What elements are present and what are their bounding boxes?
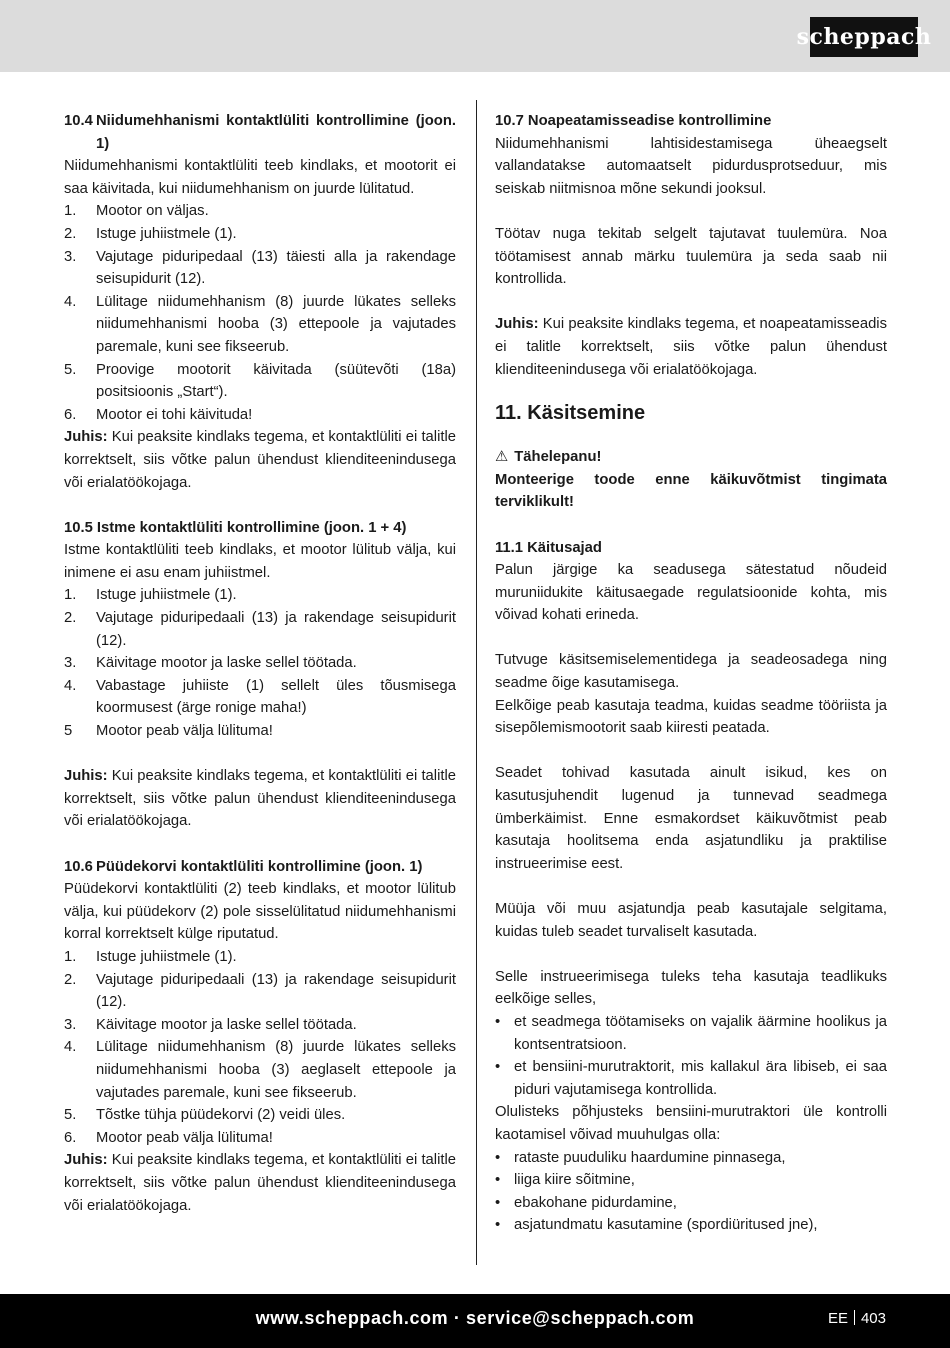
section-11-title: 11. Käsitsemine: [495, 402, 646, 425]
section-11-1-p1: Palun järgige ka seadusega sätestatud nõudeid muruniidukite käitusaegade regulatsioonide kohta, mis võivad kohati erineda.: [495, 562, 887, 624]
list-item: 5. Proovige mootorit käivitada (süütevõti (18a) positsioonis „Start“).: [64, 361, 456, 401]
list-item: • ebakohane pidurdamine,: [495, 1194, 677, 1211]
list-item: 5. Tõstke tühja püüdekorvi (2) veidi üles.: [64, 1107, 346, 1124]
list-item: 5 Mootor peab välja lülituma!: [64, 723, 273, 740]
section-10-4-intro: Niidumehhanismi kontaktlüliti teeb kindlaks, et mootorit ei saa käivitada, kui niidumehhanism on juurde lülitatud.: [64, 158, 456, 197]
section-10-7-p2: Töötav nuga tekitab selgelt tajutavat tuulemüra. Noa töötamisest annab märku tuulemüra ja seda saab nii kontrollida.: [495, 225, 887, 288]
page-number: EE 403: [827, 1310, 886, 1327]
section-10-5-steps: [64, 584, 456, 742]
list-item: 6. Mootor ei tohi käivituda!: [64, 406, 253, 423]
list-item: • asjatundmatu kasutamine (spordiüritused jne),: [495, 1217, 818, 1234]
list-item: 4. Lülitage niidumehhanism (8) juurde lükates selleks niidumehhanismi hooba (3) ettepoole ja vajutades paremale, kuni see fikseerub.: [64, 293, 456, 355]
section-10-7-note: Juhis: Kui peaksite kindlaks tegema, et noapeatamisseadis ei talitle korrektselt, siis võtke palun ühendust klienditeenindusega või erialatöökojaga.: [495, 316, 887, 378]
list-item: • et bensiini-murutraktorit, mis kallakul ära libiseb, ei saa piduri vajutamisega kontrollida.: [495, 1059, 887, 1098]
list-item: 3. Käivitage mootor ja laske sellel töötada.: [64, 1016, 357, 1033]
section-10-6-intro: Püüdekorvi kontaktlüliti (2) teeb kindlaks, et mootor lülitub välja, kui püüdekorv (2) pole sisselülitatud niidumehhanismi korral korrektselt külge riputatud.: [64, 881, 456, 943]
section-11-1-p4: Seadet tohivad kasutada ainult isikud, kes on kasutusjuhendit lugenud ja tunnevad seadmega ümberkäimist. Enne esmakordset käikuvõtmist peab kasutaja hoolitsema enda asjatundliku ja praktilise instrueerimise eest.: [495, 765, 887, 872]
section-10-7-title: 10.7 Noapeatamisseadise kontrollimine: [495, 113, 772, 129]
footer-bar: [0, 1294, 950, 1348]
list-item: 1. Istuge juhiistmele (1).: [64, 948, 237, 965]
bullet-list-2: [495, 1147, 887, 1237]
list-item: 2. Vajutage piduripedaali (13) ja rakendage seisupidurit (12).: [64, 971, 456, 1011]
list-item: • et seadmega töötamiseks on vajalik äärmine hoolikus ja kontsentratsioon.: [495, 1013, 887, 1053]
section-10-6-title: 10.6 Püüdekorvi kontaktlüliti kontrollimine (joon. 1): [64, 858, 423, 875]
list-item: • liiga kiire sõitmine,: [495, 1172, 635, 1189]
footer-contact[interactable]: www.scheppach.com · service@scheppach.com: [255, 1308, 695, 1328]
section-11-1-p5: Müüja või muu asjatundja peab kasutajale selgitama, kuidas tuleb seadet turvaliselt kasutada.: [495, 901, 887, 940]
section-10-5-note: Juhis: Kui peaksite kindlaks tegema, et kontaktlüliti ei talitle korrektselt, siis võtke palun ühendust klienditeenindusega või erialatöökojaga.: [64, 768, 456, 830]
warning-text: Monteerige toode enne käikuvõtmist tingimata terviklikult!: [495, 471, 887, 511]
section-10-6-note: Juhis: Kui peaksite kindlaks tegema, et kontaktlüliti ei talitle korrektselt, siis võtke palun ühendust klienditeenindusega või erialatöökojaga.: [64, 1152, 456, 1214]
section-11-1-p2: Tutvuge käsitsemiselementidega ja seadeosadega ning seadme õige kasutamisega.: [495, 652, 887, 692]
list-item: 2. Vajutage piduripedaali (13) ja rakendage seisupidurit (12).: [64, 610, 456, 649]
section-11-1-p3: Eelkõige peab kasutaja teadma, kuidas seadme tööriista ja sisepõlemismootorit saab kiiresti peatada.: [495, 697, 887, 737]
section-10-4-note: Juhis: Kui peaksite kindlaks tegema, et kontaktlüliti ei talitle korrektselt, siis võtke palun ühendust klienditeenindusega või erialatöökojaga.: [64, 429, 456, 491]
bullet-list-1: [495, 1011, 887, 1101]
column-divider: [476, 100, 477, 1265]
list-item: 3. Vajutage piduripedaal (13) täiesti alla ja rakendage seisupidurit (12).: [64, 248, 456, 288]
list-item: 6. Mootor peab välja lülituma!: [64, 1129, 273, 1146]
right-column: [495, 110, 887, 1237]
section-10-4-title: 10.4 Niidumehhanismi kontaktlüliti kontrollimine (joon. 1): [64, 113, 456, 152]
section-10-5-title: 10.5 Istme kontaktlüliti kontrollimine (joon. 1 + 4): [64, 519, 407, 536]
list-item: • rataste puuduliku haardumine pinnasega,: [495, 1149, 786, 1166]
list-item: 1. Mootor on väljas.: [64, 203, 209, 220]
section-10-4-steps: [64, 200, 456, 426]
section-11-1-p6: Selle instrueerimisega tuleks teha kasutaja teadlikuks eelkõige selles,: [495, 968, 887, 1008]
section-10-7-p1: Niidumehhanismi lahtisidestamisega üheaegselt vallandatakse automaatselt pidurdusprotseduur, mis seiskab niitmisnoa mõne sekundi jooksul.: [495, 135, 887, 197]
left-column: [64, 110, 456, 1217]
list-item: 4. Lülitage niidumehhanism (8) juurde lükates selleks niidumehhanismi hooba (3) aeglaselt ettepoole ja vajutades paremale, kuni see fikseerub.: [64, 1039, 456, 1101]
section-11-1-p7: Olulisteks põhjusteks bensiini-murutraktori üle kontrolli kaotamisel võivad muuhulgas olla:: [495, 1104, 887, 1143]
section-11-1-title: 11.1 Käitusajad: [495, 539, 602, 556]
warning-title: ⚠ Tähelepanu!: [495, 446, 887, 469]
warning-icon: ⚠: [495, 449, 509, 466]
list-item: 2. Istuge juhiistmele (1).: [64, 225, 237, 242]
list-item: 4. Vabastage juhiiste (1) sellelt üles tõusmisega koormusest (ärge ronige maha!): [64, 677, 456, 717]
list-item: 3. Käivitage mootor ja laske sellel töötada.: [64, 655, 357, 672]
list-item: 1. Istuge juhiistmele (1).: [64, 587, 237, 604]
section-10-6-steps: [64, 946, 456, 1149]
section-10-5-intro: Istme kontaktlüliti teeb kindlaks, et mootor lülitub välja, kui inimene ei asu enam juhiistmel.: [64, 542, 456, 581]
brand-logo: scheppach: [810, 17, 918, 57]
